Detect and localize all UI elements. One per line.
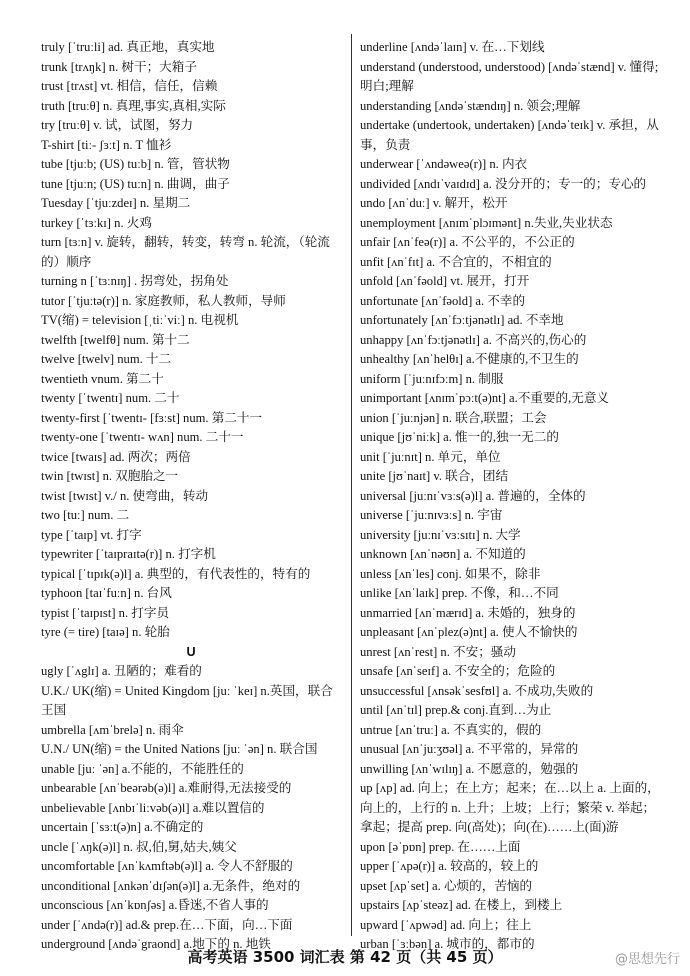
entry-word: unit [360, 449, 380, 464]
entry-word: twist [41, 488, 66, 503]
entry-word: turn [41, 235, 62, 249]
vocab-entry [41, 740, 341, 760]
entry-definition: [ʌnˈrest] n. 不安；骚动 [390, 644, 516, 659]
entry-definition: [ʌnˈlaɪk] prep. 不像，和…不同 [391, 586, 559, 600]
entry-word: tune [41, 176, 63, 191]
vocab-entry [360, 916, 665, 936]
entry-definition: [ʌnˈjuːʒʊəl] a. 不平常的，异常的 [399, 742, 579, 756]
vocab-entry [360, 350, 665, 370]
vocab-entry [360, 662, 665, 682]
entry-definition: [ʌnˈfɪt] a. 不合宜的，不相宜的 [383, 254, 552, 269]
vocab-entry [360, 233, 665, 253]
entry-definition: [taɪˈfuːn] n. 台风 [82, 586, 172, 600]
entry-definition: [ʌnˈmærɪd] a. 未婚的，独身的 [411, 605, 576, 620]
entry-definition: [trʌst] vt. 相信，信任，信赖 [63, 79, 218, 93]
vocab-entry [41, 506, 341, 526]
vocab-entry [360, 838, 665, 858]
vocab-entry [360, 623, 665, 643]
vocab-entry [41, 58, 341, 78]
entry-word: tutor [41, 293, 65, 308]
entry-word: union [360, 410, 389, 425]
entry-word: two [41, 508, 60, 522]
entry-definition: n [ˈtɜːnɪŋ] . 拐弯处，拐角处 [77, 274, 229, 288]
entry-definition: [truːθ] n. 真理,事实,真相,实际 [64, 98, 226, 113]
entry-word: twelve [41, 352, 75, 366]
entry-word: T-shirt [41, 137, 75, 152]
entry-definition: [ʌndəˈlaɪn] v. 在…下划线 [407, 40, 545, 54]
vocab-entry [41, 760, 341, 780]
entry-definition: [ʌnˈhelθɪ] a.不健康的,不卫生的 [409, 352, 579, 366]
vocab-entry [360, 194, 665, 214]
entry-word: unfold [360, 274, 393, 288]
vocab-entry [41, 487, 341, 507]
entry-definition: [ʌpˈsteəz] ad. 在楼上，到楼上 [399, 898, 563, 912]
entry-word: unsuccessful [360, 683, 425, 698]
entry-definition: [ˈʌpə(r)] a. 较高的，较上的 [388, 859, 539, 873]
vocab-entry [360, 409, 665, 429]
entry-definition: [ʌnˈfeə(r)] a. 不公平的，不公正的 [390, 235, 575, 249]
vocab-entry [360, 877, 665, 897]
vocab-entry [41, 818, 341, 838]
vocab-entry [360, 175, 665, 195]
entry-word: unconscious [41, 898, 104, 912]
right-column [360, 38, 665, 955]
entry-definition: [ʌnkənˈdɪʃən(ə)l] a.无条件，绝对的 [110, 878, 301, 893]
entry-definition: [ʌndəˈstænd] v. 懂得;明白;理解 [360, 59, 659, 93]
entry-definition: [ʌnsəkˈsesfʊl] a. 不成功,失败的 [424, 683, 594, 698]
entry-definition: [twelv] num. 十二 [74, 352, 172, 366]
vocab-entry [41, 350, 341, 370]
entry-word: U.K./ UK(缩) = United Kingdom [41, 683, 210, 698]
entry-word: tube [41, 157, 63, 171]
entry-word: unless [360, 566, 392, 581]
entry-word: typist [41, 605, 69, 620]
vocab-entry [360, 253, 665, 273]
entry-definition: [jʊˈnaɪt] v. 联合，团结 [385, 469, 509, 483]
vocab-entry [360, 311, 665, 331]
entry-definition: [ʌnˈbeərəb(ə)l] a.难耐得,无法接受的 [96, 781, 292, 795]
vocab-entry [41, 877, 341, 897]
entry-word: unable [41, 761, 75, 776]
entry-word: unfair [360, 235, 391, 249]
entry-definition: [ʌnˈtɪl] prep.& conj.直到…为止 [383, 703, 552, 717]
entry-word: U.N./ UN(缩) = the United Nations [41, 742, 220, 756]
vocab-entry [41, 721, 341, 741]
entry-word: twelfth [41, 332, 77, 347]
entry-definition: [juː ˈkeɪ] n.英国，联合王国 [41, 683, 333, 717]
entry-word: typical [41, 566, 76, 581]
entry-definition: [trʌŋk] n. 树干；大箱子 [67, 59, 197, 74]
vocab-entry [360, 584, 665, 604]
entry-word: undertake (undertook, undertaken) [360, 118, 535, 132]
entry-word: unhappy [360, 332, 404, 347]
entry-word: type [41, 527, 63, 542]
entry-definition: [ʌnɪmˈplɔɪmənt] n.失业,失业状态 [435, 215, 613, 230]
entry-word: under [41, 917, 70, 932]
entry-word: typewriter [41, 547, 93, 561]
entry-definition: [ʌnˈwɪlɪŋ] a. 不愿意的，勉强的 [408, 761, 579, 776]
entry-definition: [ˈʌpwəd] ad. 向上；往上 [397, 917, 532, 932]
entry-definition: [ˈtwentɪ] num. 二十 [75, 391, 180, 405]
vocab-entry [41, 623, 341, 643]
entry-word: unique [360, 430, 395, 444]
vocab-entry [360, 370, 665, 390]
vocab-entry [41, 682, 341, 721]
entry-definition: [ʌnbɪˈliːvəb(ə)l] a.难以置信的 [105, 800, 265, 815]
entry-word: up [360, 781, 373, 795]
entry-word: underwear [360, 157, 414, 171]
vocab-entry [360, 779, 665, 838]
entry-word: universal [360, 488, 407, 503]
entry-definition: [ʌpˈset] a. 心烦的，苦恼的 [386, 878, 533, 893]
vocab-entry [41, 389, 341, 409]
entry-word: unmarried [360, 605, 412, 620]
vocab-entry [360, 857, 665, 877]
vocab-entry [41, 370, 341, 390]
vocab-entry [41, 838, 341, 858]
entry-definition: [əˈpɒn] prep. 在……上面 [385, 839, 521, 854]
vocab-entry [360, 448, 665, 468]
entry-word: until [360, 703, 384, 717]
vocab-entry [41, 409, 341, 429]
entry-definition: [tɜːn] v. 旋转，翻转，转变，转弯 n. 轮流，（轮流的）顺序 [41, 235, 330, 269]
vocab-entry [41, 77, 341, 97]
entry-definition: [ʌnˈfɔːtjənətlɪ] a. 不高兴的,伤心的 [403, 332, 587, 347]
vocab-entry [360, 58, 665, 97]
entry-definition: [ˈjuːnɪvɜːs] n. 宇宙 [402, 508, 503, 522]
vocab-entry [360, 214, 665, 234]
entry-definition: [ʌnˈfəold] vt. 展开，打开 [392, 274, 530, 288]
vocab-entry [360, 467, 665, 487]
vocab-entry [360, 487, 665, 507]
entry-definition: [ˈʌŋk(ə)l] n. 叔,伯,舅,姑夫,姨父 [68, 839, 237, 854]
entry-word: upset [360, 878, 387, 893]
vocab-entry [41, 584, 341, 604]
entry-word: twice [41, 449, 69, 464]
entry-definition: [twɪst] v./ n. 使弯曲，转动 [65, 488, 209, 503]
entry-word: upward [360, 917, 398, 932]
entry-word: turkey [41, 215, 74, 230]
vocab-entry [360, 389, 665, 409]
entry-definition: [tjuːn; (US) tuːn] n. 曲调，曲子 [62, 176, 230, 191]
vocab-entry [41, 779, 341, 799]
entry-definition: [twaɪs] ad. 两次；两倍 [68, 449, 191, 464]
vocab-entry [41, 545, 341, 565]
entry-word: unemployment [360, 215, 436, 230]
entry-word: TV(缩) = television [41, 313, 142, 327]
vocab-entry [41, 155, 341, 175]
entry-definition: [ʌnˈduː] v. 解开，松开 [385, 196, 508, 210]
vocab-entry [360, 97, 665, 117]
entry-definition: [ʌnˈseɪf] a. 不安全的；危险的 [392, 664, 556, 678]
entry-definition: [ˌtiːˈviː] n. 电视机 [141, 313, 239, 327]
entry-definition: [ʌp] ad. 向上；在上方；起来；在…以上 a. 上面的，向上的，上行的 n. 上升；上坡；上行；繁荣 v. 举起；拿起；提高 prep. 向(高处)；向(在)……上(面)游 [360, 781, 660, 834]
vocab-entry [41, 194, 341, 214]
entry-word: untrue [360, 722, 393, 737]
entry-definition: [juːnɪˈvɜːsɪtɪ] n. 大学 [410, 527, 521, 542]
entry-word: unsafe [360, 664, 393, 678]
entry-word: umbrella [41, 722, 86, 737]
vocab-entry [360, 604, 665, 624]
entry-definition: [ʌnˈfəold] a. 不幸的 [418, 293, 526, 308]
entry-word: typhoon [41, 586, 83, 600]
vocab-entry [360, 701, 665, 721]
vocab-entry [360, 506, 665, 526]
section-heading: U [186, 644, 196, 659]
entry-word: twenty [41, 391, 76, 405]
entry-word: truly [41, 40, 65, 54]
entry-word: university [360, 527, 411, 542]
entry-definition: [ʌnˈles] conj. 如果不，除非 [391, 566, 541, 581]
vocab-entry [41, 857, 341, 877]
entry-word: truth [41, 98, 65, 113]
entry-word: understanding [360, 98, 432, 113]
entry-word: unimportant [360, 391, 422, 405]
entry-word: unfortunate [360, 293, 419, 308]
vocab-entry [41, 565, 341, 585]
entry-definition: [ˈʌndə(r)] ad.& prep.在…下面，向…下面 [69, 917, 293, 932]
entry-definition: [ʌnˈtruː] a. 不真实的，假的 [392, 722, 542, 737]
vocab-entry [360, 331, 665, 351]
entry-definition: [ˈɜːbən] a. 城市的，都市的 [388, 937, 535, 951]
entry-word: trust [41, 79, 64, 93]
entry-definition: [ʌnɪmˈpɔːt(ə)nt] a.不重要的,无意义 [421, 391, 610, 405]
vocab-entry [41, 467, 341, 487]
entry-definition: [ˈjuːnjən] n. 联合,联盟；工会 [388, 410, 547, 425]
entry-definition: [ʌnˈnəʊn] a. 不知道的 [406, 547, 526, 561]
vocab-entry [41, 292, 341, 312]
entry-definition: [taɪə] n. 轮胎 [99, 625, 170, 639]
entry-word: universe [360, 508, 403, 522]
entry-word: unbelievable [41, 800, 106, 815]
entry-word: upon [360, 839, 386, 854]
entry-word: unwilling [360, 761, 409, 776]
vocab-entry [41, 311, 341, 331]
entry-definition: [ʌmˈbrelə] n. 雨伞 [85, 722, 184, 737]
entry-definition: [ˈsɜːt(ə)n] a.不确定的 [87, 820, 204, 834]
vocab-entry [41, 233, 341, 272]
entry-definition: [ˈtjuːzdeɪ] n. 星期二 [83, 196, 191, 210]
entry-word: uncle [41, 839, 69, 854]
entry-definition: [twelfθ] num. 第十二 [76, 332, 190, 347]
vocab-entry [41, 136, 341, 156]
vocab-entry [41, 272, 341, 292]
entry-word: twenty-first [41, 410, 100, 425]
entry-definition: [ʌnˈfɔːtjənətlɪ] ad. 不幸地 [427, 313, 564, 327]
entry-definition: [ˈtaɪp] vt. 打字 [62, 527, 142, 542]
entry-definition: [ʌndəˈgraond] a.地下的 n. 地铁 [105, 937, 271, 951]
entry-definition: [ˈʌndəweə(r)] n. 内衣 [413, 157, 528, 171]
vocab-entry [360, 526, 665, 546]
entry-word: unhealthy [360, 352, 410, 366]
vocab-entry [41, 116, 341, 136]
entry-definition: [juːnɪˈvɜːs(ə)l] a. 普遍的，全体的 [406, 488, 586, 503]
entry-definition: [ʌnˈkʌmftəb(ə)l] a. 令人不舒服的 [114, 859, 293, 873]
entry-definition: [truːθ] v. 试，试图，努力 [55, 118, 194, 132]
page-footer: 高考英语 3500 词汇表 第 42 页（共 45 页） [187, 948, 503, 966]
vocab-entry [360, 545, 665, 565]
entry-definition: [ˈtwentɪ- wʌn] num. 二十一 [97, 430, 244, 444]
entry-definition: [tiː- ʃɜːt] n. T 恤衫 [74, 137, 172, 152]
entry-word: twenty-one [41, 430, 98, 444]
entry-word: uncomfortable [41, 859, 115, 873]
vocab-entry [41, 428, 341, 448]
entry-definition: [ʌndəˈteɪk] v. 承担，从事，负责 [360, 118, 659, 152]
vocab-entry [360, 428, 665, 448]
watermark: @思想先行 [614, 952, 680, 967]
vocab-entry [41, 214, 341, 234]
entry-definition: [ʌndəˈstændɪŋ] n. 领会;理解 [431, 98, 581, 113]
entry-word: underground [41, 937, 106, 951]
entry-definition: [ʌnˈplez(ə)nt] a. 使人不愉快的 [413, 625, 578, 639]
entry-word: try [41, 118, 55, 132]
entry-word: turning [41, 274, 78, 288]
vocab-entry [41, 896, 341, 916]
vocab-entry [360, 740, 665, 760]
entry-word: tyre (= tire) [41, 625, 100, 639]
entry-definition: [ˈtɪpɪk(ə)l] a. 典型的，有代表性的，特有的 [75, 566, 311, 581]
entry-definition: [juː ˈən] a.不能的，不能胜任的 [74, 761, 244, 776]
vocab-entry [360, 38, 665, 58]
entry-definition: [juː ˈən] n. 联合国 [219, 742, 318, 756]
entry-word: uncertain [41, 820, 88, 834]
entry-word: twentieth [41, 371, 88, 386]
vocab-entry [360, 721, 665, 741]
entry-word: unknown [360, 547, 407, 561]
entry-word: unite [360, 469, 386, 483]
entry-definition: [ʌnˈkɒnʃəs] a.昏迷,不省人事的 [103, 898, 269, 912]
entry-definition: [jʊˈniːk] a. 惟一的,独一无二的 [394, 430, 559, 444]
entry-word: trunk [41, 59, 68, 74]
entry-definition: [ˈtwentɪ- [fɜːst] num. 第二十一 [99, 410, 263, 425]
entry-word: unlike [360, 586, 392, 600]
entry-definition: [ˈʌglɪ] a. 丑陋的；难看的 [63, 664, 202, 678]
entry-definition: [ˈtruːli] ad. 真正地，真实地 [64, 40, 215, 54]
entry-definition: [tjuːb; (US) tuːb] n. 管，管状物 [62, 157, 230, 171]
vocab-entry [41, 97, 341, 117]
entry-word: undivided [360, 176, 411, 191]
entry-word: unfit [360, 254, 384, 269]
entry-word: underline [360, 40, 408, 54]
vocab-entry [360, 116, 665, 155]
vocab-entry [41, 526, 341, 546]
entry-word: Tuesday [41, 196, 84, 210]
entry-word: unusual [360, 742, 400, 756]
entry-word: unbearable [41, 781, 97, 795]
vocab-entry [360, 760, 665, 780]
vocab-entry [41, 175, 341, 195]
vocab-entry [360, 682, 665, 702]
entry-word: unrest [360, 644, 391, 659]
entry-definition: vnum. 第二十 [87, 371, 164, 386]
vocab-entry [360, 643, 665, 663]
entry-word: ugly [41, 664, 64, 678]
column-divider [351, 34, 352, 936]
entry-definition: [ʌndɪˈvaɪdɪd] a. 没分开的；专一的；专心的 [410, 176, 647, 191]
entry-definition: [tuː] num. 二 [59, 508, 130, 522]
entry-word: unconditional [41, 878, 111, 893]
left-column [41, 38, 341, 955]
vocab-entry [360, 272, 665, 292]
entry-word: undo [360, 196, 386, 210]
entry-word: upper [360, 859, 389, 873]
vocab-entry [41, 38, 341, 58]
entry-word: unpleasant [360, 625, 414, 639]
vocab-entry [41, 331, 341, 351]
entry-definition: [twɪst] n. 双胞胎之一 [63, 469, 179, 483]
vocab-entry [360, 155, 665, 175]
entry-definition: [ˈtjuːtə(r)] n. 家庭教师，私人教师，导师 [64, 293, 286, 308]
entry-definition: [ˈjuːnɪt] n. 单元，单位 [379, 449, 501, 464]
vocab-entry [41, 448, 341, 468]
entry-word: upstairs [360, 898, 400, 912]
vocab-entry [360, 896, 665, 916]
vocab-entry [41, 604, 341, 624]
vocab-entry [360, 292, 665, 312]
entry-word: twin [41, 469, 64, 483]
entry-definition: [ˈtaɪpɪst] n. 打字员 [69, 605, 170, 620]
vocab-entry [360, 565, 665, 585]
entry-definition: [ˈtaɪpraɪtə(r)] n. 打字机 [92, 547, 216, 561]
entry-word: understand (understood, understood) [360, 59, 546, 74]
vocab-entry [41, 799, 341, 819]
entry-word: uniform [360, 371, 401, 386]
vocab-entry [41, 662, 341, 682]
vocab-entry [41, 916, 341, 936]
entry-definition: [ˈtɜːkɪ] n. 火鸡 [73, 215, 152, 230]
entry-definition: [ˈjuːnɪfɔːm] n. 制服 [400, 371, 504, 386]
entry-word: urban [360, 937, 389, 951]
entry-word: unfortunately [360, 313, 428, 327]
